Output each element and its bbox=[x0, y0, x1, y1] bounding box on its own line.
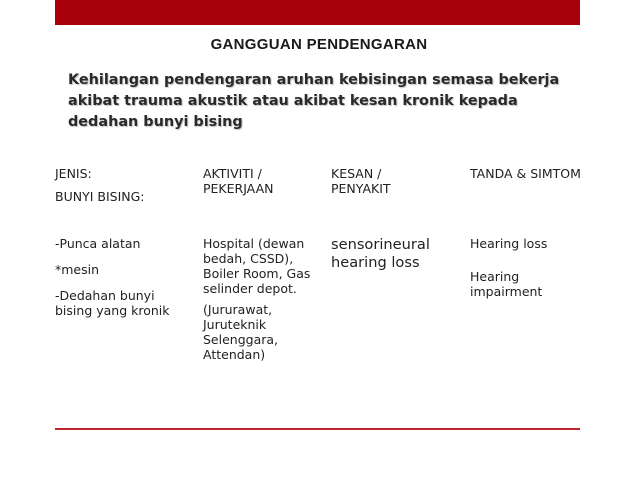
jenis-item: -Dedahan bunyi bising yang kronik bbox=[55, 288, 170, 318]
tanda-item: Hearing loss bbox=[470, 236, 548, 251]
aktiviti-item: (Jururawat, Juruteknik Selenggara, Attendan) bbox=[203, 302, 279, 362]
column-kesan bbox=[331, 236, 446, 272]
header-jenis bbox=[55, 166, 185, 204]
slide-title: GANGGUAN PENDENGARAN bbox=[210, 36, 428, 53]
header-jenis-line1: JENIS: bbox=[55, 166, 92, 181]
slide-subtitle: Kehilangan pendengaran aruhan kebisingan semasa bekerja akibat trauma akustik atau akibat kesan kronik kepada dedahan bunyi bising bbox=[68, 72, 560, 130]
header-tanda: TANDA & SIMTOM bbox=[470, 166, 581, 181]
top-accent-bar bbox=[55, 0, 580, 25]
column-tanda bbox=[470, 236, 595, 299]
tanda-item: Hearing impairment bbox=[470, 269, 543, 299]
header-kesan: KESAN / PENYAKIT bbox=[331, 166, 391, 196]
header-jenis-line2: BUNYI BISING: bbox=[55, 189, 145, 204]
column-jenis bbox=[55, 236, 190, 318]
bottom-divider bbox=[55, 428, 580, 430]
header-aktiviti: AKTIVITI / PEKERJAAN bbox=[203, 166, 274, 196]
column-aktiviti bbox=[203, 236, 318, 362]
aktiviti-item: Hospital (dewan bedah, CSSD), Boiler Room, Gas selinder depot. bbox=[203, 236, 311, 296]
kesan-item: sensorineural hearing loss bbox=[331, 236, 430, 271]
jenis-item: -Punca alatan bbox=[55, 236, 141, 251]
jenis-item: *mesin bbox=[55, 262, 100, 277]
